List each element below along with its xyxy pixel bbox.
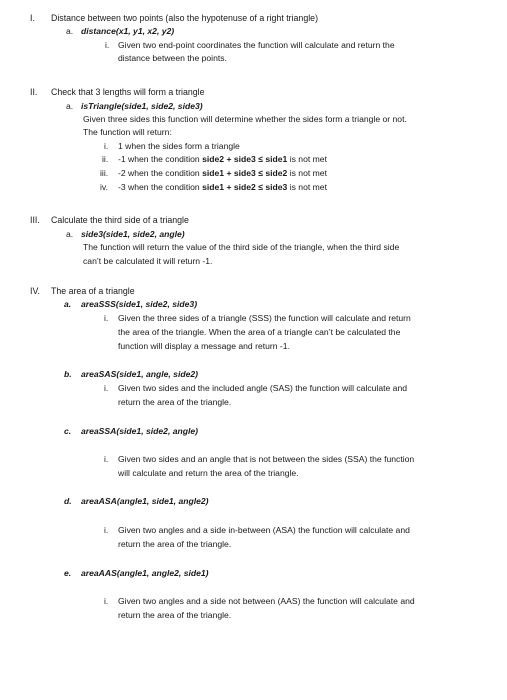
section-number-3: III. [30, 215, 40, 225]
item-label-4e: e. [64, 568, 72, 578]
subitem-label: i. [104, 454, 109, 464]
function-signature-areaaas: areaAAS(angle1, angle2, side1) [81, 568, 209, 578]
description-line: The function will return the value of the third side of the triangle, when the third side [83, 242, 400, 252]
subitem-label: i. [104, 596, 109, 606]
return-item: -3 when the condition side1 + side2 ≤ side3 is not met [118, 182, 327, 192]
description-line: distance between the points. [118, 53, 227, 63]
subitem-label: i. [104, 525, 109, 535]
section-number-2: II. [30, 87, 38, 97]
function-signature-areasss: areaSSS(side1, side2, side3) [81, 299, 198, 309]
section-number-4: IV. [30, 286, 40, 296]
subitem-label: i. [104, 383, 109, 393]
item-label-2a: a. [66, 101, 74, 111]
description-line: return the area of the triangle. [118, 397, 232, 407]
section-title-1: Distance between two points (also the hypotenuse of a right triangle) [51, 13, 318, 23]
subitem-label: i. [104, 313, 109, 323]
item-label-4c: c. [64, 426, 72, 436]
description-line: return the area of the triangle. [118, 539, 232, 549]
description-line: function will display a message and return -1. [118, 341, 290, 351]
return-item: -2 when the condition side1 + side3 ≤ side2 is not met [118, 168, 327, 178]
item-label-4d: d. [64, 496, 72, 506]
item-label-4b: b. [64, 369, 72, 379]
section-title-3: Calculate the third side of a triangle [51, 215, 189, 225]
description-line: Given three sides this function will determine whether the sides form a triangle or not. [83, 114, 407, 124]
description-line: The function will return: [83, 127, 172, 137]
subitem-label-1ai: i. [105, 40, 110, 50]
return-item: 1 when the sides form a triangle [118, 141, 240, 151]
return-item-label: i. [104, 141, 109, 151]
return-item-label: iv. [100, 182, 108, 192]
return-item: -1 when the condition side2 + side3 ≤ side1 is not met [118, 154, 327, 164]
item-label-3a: a. [66, 229, 74, 239]
function-signature-areassa: areaSSA(side1, side2, angle) [81, 426, 199, 436]
description-line: will calculate and return the area of the triangle. [118, 468, 299, 478]
description-line: the area of the triangle. When the area of a triangle can’t be calculated the [118, 327, 401, 337]
section-number-1: I. [30, 13, 35, 23]
function-signature-areasas: areaSAS(side1, angle, side2) [81, 369, 199, 379]
description-line: Given two sides and the included angle (SAS) the function will calculate and [118, 383, 408, 393]
function-signature-areaasa: areaASA(angle1, side1, angle2) [81, 496, 209, 506]
section-title-2: Check that 3 lengths will form a triangle [51, 87, 205, 97]
function-signature-distance: distance(x1, y1, x2, y2) [81, 26, 175, 36]
item-label-1a: a. [66, 26, 74, 36]
return-item-label: ii. [102, 154, 109, 164]
section-title-4: The area of a triangle [51, 286, 135, 296]
description-line: Given the three sides of a triangle (SSS) the function will calculate and return [118, 313, 411, 323]
description-line: Given two angles and a side not between (AAS) the function will calculate and [118, 596, 415, 606]
function-signature-istriangle: isTriangle(side1, side2, side3) [81, 101, 203, 111]
return-item-label: iii. [100, 168, 109, 178]
description-line: return the area of the triangle. [118, 610, 232, 620]
description-line: Given two end-point coordinates the function will calculate and return the [118, 40, 395, 50]
description-line: can’t be calculated it will return -1. [83, 256, 213, 266]
function-signature-side3: side3(side1, side2, angle) [81, 229, 185, 239]
description-line: Given two angles and a side in-between (ASA) the function will calculate and [118, 525, 410, 535]
item-label-4a: a. [64, 299, 72, 309]
description-line: Given two sides and an angle that is not between the sides (SSA) the function [118, 454, 415, 464]
